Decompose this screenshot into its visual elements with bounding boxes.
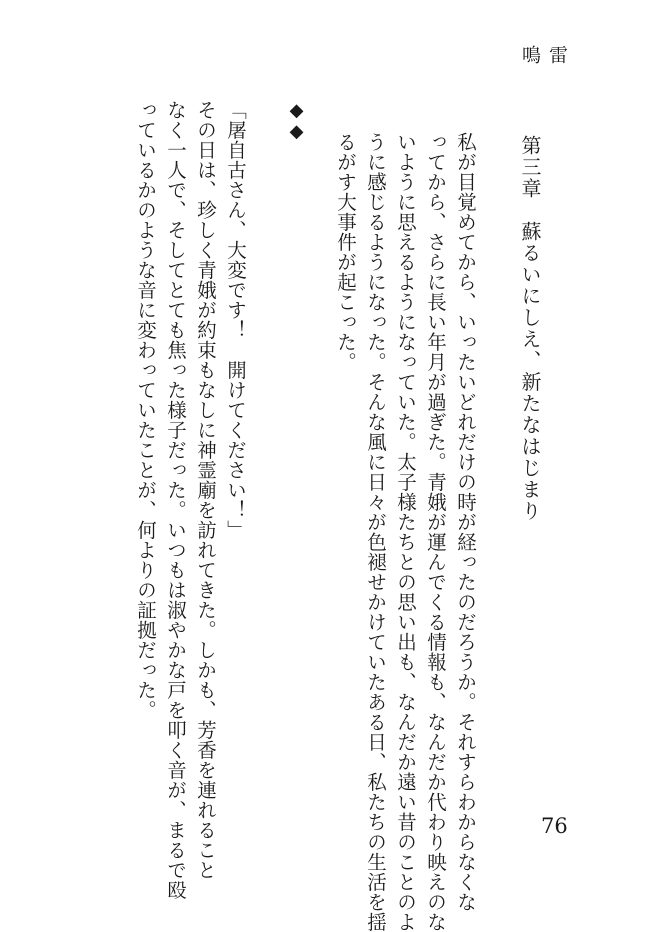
running-head: 雷鳴 <box>519 45 568 65</box>
paragraph-2 <box>134 100 220 900</box>
paragraph-1 <box>334 132 480 932</box>
paragraph-1-line: ってから、さらに長い年月が過ぎた。青娥が運んでくる情報も、なんだか代わり映えのな <box>424 132 447 932</box>
section-separator: ◆◆ <box>286 100 307 142</box>
chapter-title: 第三章 蘇るいにしえ、新たなはじまり <box>518 135 542 522</box>
paragraph-1-line: いように思えるようになっていた。太子様たちとの思い出も、なんだか遠い昔のことのよ <box>394 132 417 932</box>
page-number: 76 <box>541 814 568 838</box>
paragraph-2-line: っているかのような音に変わっていたことが、何よりの証拠だった。 <box>134 100 157 720</box>
paragraph-1-line: るがす大事件が起こった。 <box>334 132 357 372</box>
paragraph-1-line: 私が目覚めてから、いったいどれだけの時が経ったのだろうか。それすらわからなくな <box>454 132 477 912</box>
paragraph-1-line: うに感じるようになった。そんな風に日々が色褪せかけていたある日、私たちの生活を揺 <box>364 132 387 932</box>
dialogue-line: 「屠自古さん、大変です！ 開けてください！」 <box>224 100 247 540</box>
paragraph-2-line: その日は、珍しく青娥が約束もなしに神霊廟を訪れてきた。しかも、芳香を連れること <box>194 100 217 880</box>
paragraph-2-line: なく一人で、そしてとても焦った様子だった。いつもは淑やかな戸を叩く音が、まるで殴 <box>164 100 187 900</box>
